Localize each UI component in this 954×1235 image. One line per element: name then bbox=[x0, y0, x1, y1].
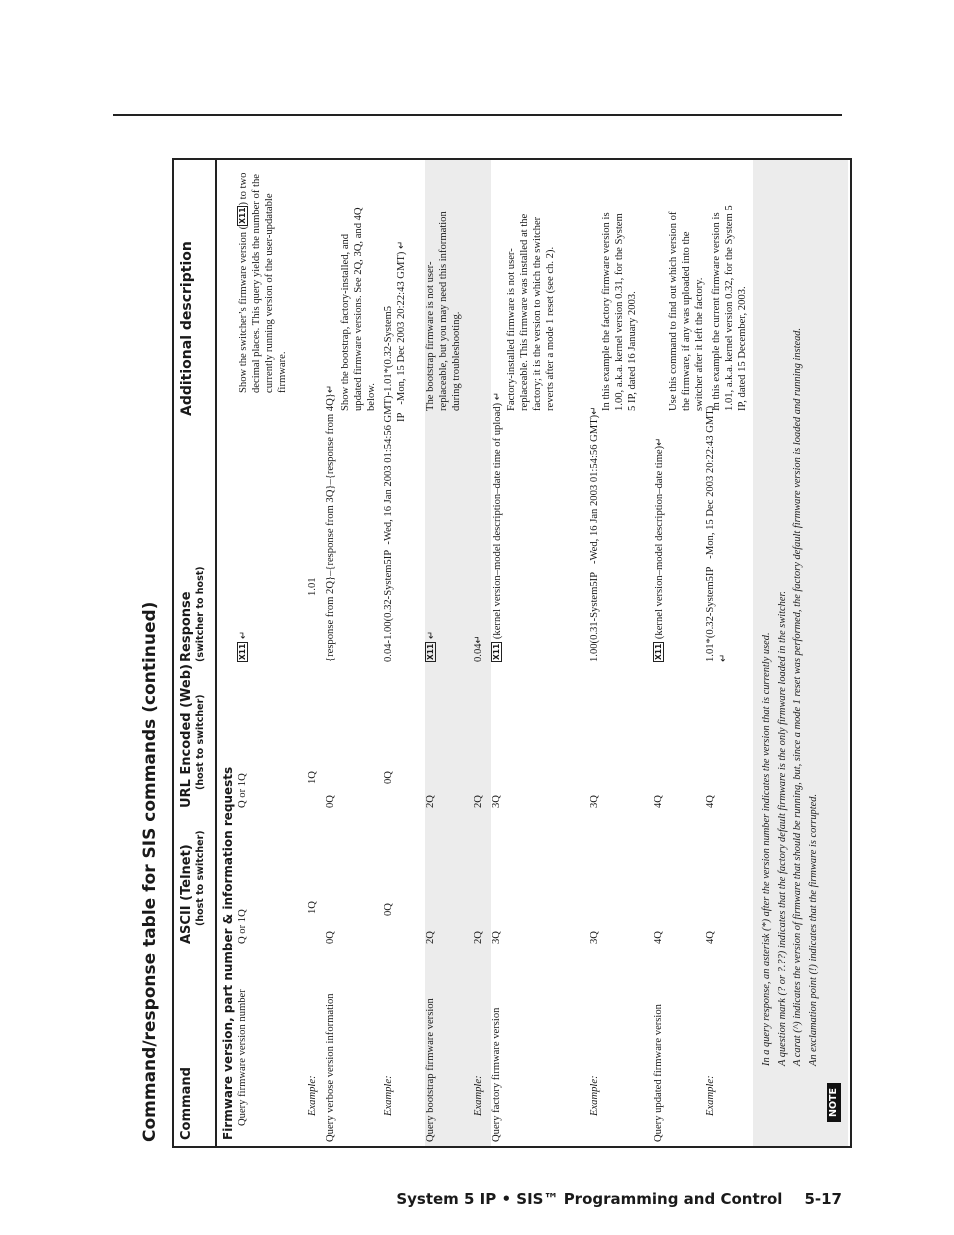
variable-key: X11 bbox=[238, 643, 247, 660]
response-cell bbox=[237, 432, 251, 662]
description-cell: In this example the current firmware version is 1.01, a.k.a. kernel version 0.32, for the System 5 IP, dated 15 December, 2003. bbox=[711, 205, 748, 411]
variable-key: X11 bbox=[238, 207, 247, 224]
command-cell: Query verbose version information bbox=[325, 993, 336, 1142]
url-cell: 3Q bbox=[589, 795, 600, 808]
url-cell: 0Q bbox=[383, 771, 394, 784]
table-title: Command/response table for SIS commands (continued) bbox=[140, 601, 160, 1142]
header-command: Command bbox=[179, 1067, 194, 1140]
example-label: Example: bbox=[383, 1075, 394, 1116]
row-group-query-firmware bbox=[237, 160, 325, 1146]
return-icon: ↵ bbox=[238, 630, 249, 640]
return-icon: ↵ bbox=[473, 635, 484, 644]
table-header bbox=[174, 160, 217, 1146]
ascii-cell: Q or 1Q bbox=[237, 909, 248, 944]
command-cell: Query firmware version number bbox=[237, 989, 248, 1126]
response-cell bbox=[425, 432, 439, 662]
description-cell: Factory-installed firmware is not user-replaceable. This firmware was installed at the factory; it is the version to which the switcher reverts after a mode 1 reset (see ch. 2). bbox=[506, 213, 556, 411]
row-group-verbose-version bbox=[325, 160, 425, 1146]
ascii-cell: 4Q bbox=[653, 931, 664, 944]
command-table bbox=[172, 158, 852, 1148]
section-title: Firmware version, part number & information requests bbox=[221, 766, 235, 1140]
response-cell: 1.00(0.31-System5IP -Wed, 16 Jan 2003 01:54:56 GMT)↵ bbox=[589, 406, 600, 662]
response-cell: {response from 2Q}–{response from 3Q}–{response from 4Q}↵ bbox=[325, 384, 336, 662]
url-cell: 1Q bbox=[307, 771, 318, 784]
url-cell: 2Q bbox=[425, 795, 436, 808]
ascii-cell: 0Q bbox=[325, 931, 336, 944]
ascii-cell: 3Q bbox=[589, 931, 600, 944]
return-icon: ↵ bbox=[492, 391, 503, 401]
ascii-cell: 3Q bbox=[491, 931, 502, 944]
header-ascii: ASCII (Telnet) (host to switcher) bbox=[179, 830, 206, 944]
example-label: Example: bbox=[473, 1075, 484, 1116]
ascii-cell: 4Q bbox=[705, 931, 716, 944]
return-icon: ↵ bbox=[654, 437, 665, 446]
note-area bbox=[753, 160, 848, 1146]
command-cell: Query bootstrap firmware version bbox=[425, 998, 436, 1142]
variable-key: X11 bbox=[426, 643, 435, 660]
response-cell: X11 (kernel version–model description–date time)↵ bbox=[654, 437, 665, 660]
footer-title: System 5 IP • SIS™ Programming and Control bbox=[396, 1190, 783, 1208]
response-cell: 1.01*(0.32-System5IP -Mon, 15 Dec 2003 20:22:43 GMT) ↵ bbox=[705, 405, 729, 662]
return-icon: ↵ bbox=[589, 406, 600, 415]
row-group-updated-version bbox=[653, 160, 753, 1146]
url-cell: 3Q bbox=[491, 795, 502, 808]
ascii-cell: 2Q bbox=[473, 931, 484, 944]
return-icon: ↵ bbox=[395, 240, 407, 249]
example-label: Example: bbox=[589, 1075, 600, 1116]
variable-key: X11 bbox=[654, 643, 663, 660]
return-icon: ↵ bbox=[325, 384, 336, 394]
url-cell: 0Q bbox=[325, 795, 336, 808]
command-cell: Query updated firmware version bbox=[653, 1004, 664, 1142]
page-footer bbox=[396, 1190, 842, 1208]
url-cell: 4Q bbox=[705, 795, 716, 808]
example-label: Example: bbox=[705, 1075, 716, 1116]
variable-key: X11 bbox=[492, 643, 501, 660]
row-group-factory-version bbox=[491, 160, 653, 1146]
response-cell: 0.04-1.00(0.32-System5IP -Wed, 16 Jan 2003 01:54:56 GMT)-1.01*(0.32-System5 IP -Mon, 15 Dec 2003 20:22:43 GMT) ↵ bbox=[383, 240, 407, 662]
header-response: Response (switcher to host) bbox=[179, 566, 206, 662]
description-cell: Show the switcher’s firmware version (X11) to two decimal places. This query yields the number of the currently running version of the user-updatable firmware. bbox=[238, 172, 288, 393]
description-cell: Use this command to find out which version of the firmware, if any was uploaded into the switcher after it left the factory. bbox=[668, 211, 705, 411]
response-cell: 0.04↵ bbox=[473, 635, 484, 662]
ascii-cell: 2Q bbox=[425, 931, 436, 944]
response-cell: X11 (kernel version–model description–date time of upload) ↵ bbox=[492, 391, 503, 660]
example-label: Example: bbox=[307, 1075, 318, 1116]
row-group-bootstrap-version bbox=[425, 160, 491, 1146]
return-icon: ↵ bbox=[717, 653, 729, 662]
return-icon: ↵ bbox=[426, 630, 437, 640]
ascii-cell: 1Q bbox=[307, 901, 318, 914]
description-cell: In this example the factory firmware version is 1.00, a.k.a. kernel version 0.31, for the System 5 IP, dated 16 January 2003. bbox=[601, 212, 638, 411]
header-rule bbox=[113, 114, 842, 116]
ascii-cell: 0Q bbox=[383, 903, 394, 916]
description-cell: The bootstrap firmware is not user-replaceable, but you may need this information during troubleshooting. bbox=[425, 211, 462, 411]
header-url: URL Encoded (Web) (host to switcher) bbox=[179, 664, 206, 808]
response-cell: 1.01 bbox=[307, 577, 318, 596]
description-cell: Show the bootstrap, factory-installed, and updated firmware versions. See 2Q, 3Q, and 4Q below. bbox=[340, 207, 377, 411]
note-text: In a query response, an asterisk (*) after the version number indicates the version that is currently used. A question mark (? or ?.??) indicates that the factory default firmware is the only firmware loaded in the switcher. A carat (^) indicates the version of firmware that should be running, but, since a mode 1 reset was performed, the factory default firmware version is loaded and running instead. An exclamation point (!) indicates that the firmware is corrupted. bbox=[761, 327, 819, 1066]
command-cell: Query factory firmware version bbox=[491, 1007, 502, 1142]
header-description: Additional description bbox=[179, 241, 195, 416]
url-cell: 4Q bbox=[653, 795, 664, 808]
rotated-table-region bbox=[135, 152, 857, 1152]
url-cell: 2Q bbox=[473, 795, 484, 808]
note-badge: NOTE bbox=[827, 1083, 841, 1122]
url-cell: Q or 1Q bbox=[237, 773, 248, 808]
page-number: 5-17 bbox=[804, 1190, 842, 1208]
